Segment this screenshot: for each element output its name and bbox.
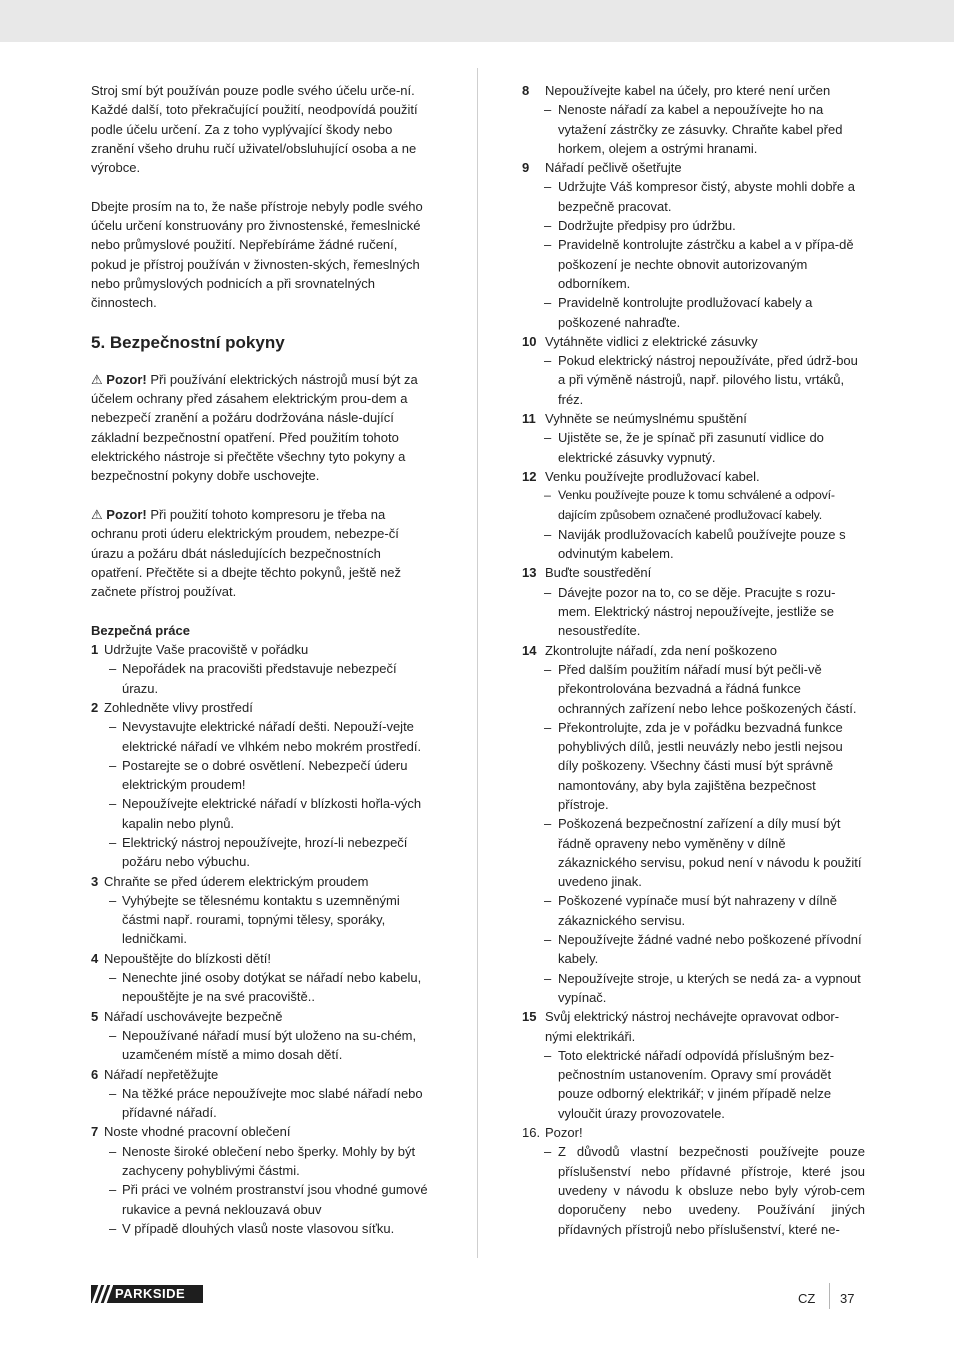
sub-item: – Pravidelně kontrolujte prodlužovací kabely a poškozené nahraďte. (522, 293, 865, 332)
list-item (522, 641, 865, 1008)
safety-list (91, 640, 433, 1238)
sub-item: – Pravidelně kontrolujte zástrčku a kabel a v přípa-dě poškození je nechte obnovit autorizovaným odborníkem. (522, 235, 865, 293)
sub-item: – Při práci ve volném prostranství jsou vhodné gumové rukavice a pevná neklouzavá obuv (91, 1180, 433, 1219)
sub-list (91, 1084, 433, 1123)
sub-list (522, 583, 865, 641)
right-column (522, 81, 865, 1239)
item-number: 11 (522, 411, 536, 427)
sub-list (522, 660, 865, 1007)
item-number: 7 (91, 1124, 99, 1140)
sub-item: – Nenoste široké oblečení nebo šperky. Mohly by být zachyceny pohyblivými částmi. (91, 1142, 433, 1181)
sub-item: – Nepoužívejte stroje, u kterých se nedá za- a vypnout vypínač. (522, 969, 865, 1008)
sub-item: – Nenechte jiné osoby dotýkat se nářadí nebo kabelu, nepouštějte je na své pracoviště.. (91, 968, 433, 1007)
item-title: Svůj elektrický nástroj nechávejte opravovat odbor-nými elektrikáři. (545, 1009, 840, 1044)
sub-item: – Postarejte se o dobré osvětlení. Nebezpečí úderu elektrickým proudem! (91, 756, 433, 795)
warning-text: Při použití tohoto kompresoru je třeba na ochranu proti úderu elektrickým proudem, nebezpe-čí úrazu a požáru dbát následujících bezpečnostních opatření. Přečtěte si a dbejte těchto pokynů, ještě než začnete přístroj používat. (91, 506, 402, 600)
sub-item: – Poškozená bezpečnostní zařízení a díly musí být řádně opraveny nebo vyměněny v dílně zákaznického servisu, pokud není v návodu k použití uvedeno jinak. (522, 814, 865, 891)
sub-item: – Nevystavujte elektrické nářadí dešti. Nepouží-vejte elektrické nářadí ve vlhkém nebo mokrém prostředí. (91, 717, 433, 756)
sub-item: – Nepořádek na pracovišti představuje nebezpečí úrazu. (91, 659, 433, 698)
list-item (522, 409, 865, 467)
list-item (522, 563, 865, 640)
sub-item: – Venku používejte pouze k tomu schválené a odpoví-dajícím způsobem označené prodlužovací kabely. (522, 486, 865, 525)
warning-label: Pozor! (106, 371, 147, 387)
item-number: 5 (91, 1008, 99, 1024)
sub-item: – Elektrický nástroj nepoužívejte, hrozí-li nebezpečí požáru nebo výbuchu. (91, 833, 433, 872)
item-number: 6 (91, 1066, 99, 1082)
sub-item: – Nepoužívejte žádné vadné nebo poškozené přívodní kabely. (522, 930, 865, 969)
sub-list (522, 177, 865, 331)
subheading: Bezpečná práce (91, 622, 190, 638)
sub-item: – Na těžké práce nepoužívejte moc slabé nářadí nebo přídavné nářadí. (91, 1084, 433, 1123)
list-item (91, 1007, 433, 1065)
sub-item: – Naviják prodlužovacích kabelů používejte pouze s odvinutým kabelem. (522, 525, 865, 564)
sub-item: – Před dalším použitím nářadí musí být pečli-vě překontrolována bezvadná a řádná funkce ochranných zařízení nebo lehce poškozených částí. (522, 660, 865, 718)
item-number: 14 (522, 642, 537, 658)
list-item (91, 872, 433, 949)
warning-icon: ⚠ (91, 506, 103, 522)
item-title: Nepouštějte do blízkosti dětí! (104, 950, 271, 966)
left-column (91, 81, 433, 1238)
list-item (522, 158, 865, 332)
item-title: Pozor! (545, 1125, 583, 1141)
sub-list (91, 968, 433, 1007)
sub-list (522, 428, 865, 467)
sub-list (522, 1142, 865, 1238)
item-title: Noste vhodné pracovní oblečení (104, 1124, 291, 1140)
item-title: Zohledněte vlivy prostředí (104, 699, 253, 715)
sub-list (522, 486, 865, 563)
list-item (91, 949, 433, 1007)
warning-text: Při používání elektrických nástrojů musí být za účelem ochrany před zásahem elektrickým prou-dem a nebezpečí zranění a požáru dodržována násle-dující základní bezpečnostní opatření. Před použitím tohoto elektrického nástroje si přečtěte všechny tyto pokyny a bezpečnostní pokyny dobře uschovejte. (91, 371, 418, 484)
sub-item: – Pokud elektrický nástroj nepoužíváte, před údrž-bou a při výměně nástrojů, např. pilového listu, vrtáků, fréz. (522, 351, 865, 409)
sub-list (91, 1142, 433, 1238)
sub-item: – Z důvodů vlastní bezpečnosti používejte pouze příslušenství nebo přídavné přístroje, které jsou uvedeny v návodu k obsluze nebo byly výrob-cem doporučeny nebo uvedeny. Používání jiných přídavných přístrojů nebo příslušenství, které ne- (522, 1142, 865, 1238)
sub-list (91, 659, 433, 698)
item-title: Zkontrolujte nářadí, zda není poškozeno (545, 642, 777, 658)
sub-item: – Překontrolujte, zda je v pořádku bezvadná funkce pohyblivých dílů, jestli neuvázly nebo jestli nejsou díly poškozeny. Všechny části musí být správně namontovány, aby byla zajištěna bezpečnost přístroje. (522, 718, 865, 814)
item-number: 4 (91, 950, 99, 966)
item-number: 12 (522, 468, 537, 484)
warning-label: Pozor! (106, 506, 147, 522)
column-divider (477, 68, 478, 1258)
warning-icon: ⚠ (91, 371, 103, 387)
intro-paragraph: Stroj smí být používán pouze podle svého účelu urče-ní. Každé další, toto překračující použití, neodpovídá použití podle účelu určení. Za z toho vyplývající škody nebo zranění všeho druhu ručí uživatel/obsluhující osoba a ne výrobce. (91, 83, 418, 176)
sub-list (91, 717, 433, 871)
item-title: Vyhněte se neúmyslnému spuštění (545, 411, 747, 427)
sub-item: – Poškozené vypínače musí být nahrazeny v dílně zákaznického servisu. (522, 891, 865, 930)
item-title: Nepoužívejte kabel na účely, pro které není určen (545, 83, 831, 98)
page-number: 37 (840, 1291, 855, 1306)
sub-list (91, 891, 433, 949)
parkside-logo (91, 1285, 203, 1303)
list-item (522, 1007, 865, 1123)
sub-item: – Dodržujte předpisy pro údržbu. (522, 216, 865, 235)
item-title: Vytáhněte vidlici z elektrické zásuvky (545, 333, 758, 349)
logo-stripes-icon (91, 1285, 113, 1303)
logo-text: PARKSIDE (115, 1286, 186, 1302)
item-number: 9 (522, 160, 530, 176)
sub-item: – Dávejte pozor na to, co se děje. Pracujte s rozu-mem. Elektrický nástroj nepoužívejte, jestliže se nesoustředíte. (522, 583, 865, 641)
list-item (522, 332, 865, 409)
sub-item: – Udržujte Váš kompresor čistý, abyste mohli dobře a bezpečně pracovat. (522, 177, 865, 216)
sub-item: – Vyhýbejte se tělesnému kontaktu s uzemněnými částmi např. rourami, topnými tělesy, sporáky, ledničkami. (91, 891, 433, 949)
item-title: Chraňte se před úderem elektrickým proudem (104, 873, 369, 889)
item-number: 3 (91, 873, 99, 889)
item-number: 10 (522, 333, 537, 349)
item-number: 1 (91, 642, 99, 658)
sub-list (522, 1046, 865, 1123)
item-title: Buďte soustředění (545, 565, 652, 581)
footer-divider (829, 1283, 830, 1309)
list-item (522, 81, 865, 158)
language-code: CZ (798, 1291, 816, 1306)
sub-item: – Nepoužívejte elektrické nářadí v blízkosti hořla-vých kapalin nebo plynů. (91, 794, 433, 833)
list-item (522, 467, 865, 563)
sub-item: – Toto elektrické nářadí odpovídá příslušným bez-pečnostním ustanovením. Opravy smí provádět pouze odborný elektrikář; v jiném případě nelze vyloučit úrazy provozovatele. (522, 1046, 865, 1123)
item-title: Nářadí nepřetěžujte (104, 1066, 219, 1082)
list-item (91, 1122, 433, 1238)
sub-item: – Nenoste nářadí za kabel a nepoužívejte ho na vytažení zástrčky ze zásuvky. Chraňte kabel před horkem, olejem a ostrými hranami. (522, 100, 865, 158)
item-number: 15 (522, 1009, 537, 1025)
sub-item: – Nepoužívané nářadí musí být uloženo na su-chém, uzamčeném místě a mimo dosah dětí. (91, 1026, 433, 1065)
sub-list (522, 100, 865, 158)
warning-paragraph (91, 370, 433, 486)
header-bar (0, 0, 954, 42)
sub-item: – Ujistěte se, že je spínač při zasunutí vidlice do elektrické zásuvky vypnutý. (522, 428, 865, 467)
safety-list (522, 81, 865, 1239)
list-item (91, 698, 433, 872)
sub-list (522, 351, 865, 409)
item-title: Nářadí pečlivě ošetřujte (545, 160, 682, 176)
item-number: 13 (522, 565, 537, 581)
list-item (522, 1123, 865, 1239)
item-number: 8 (522, 83, 530, 98)
section-heading: 5. Bezpečnostní pokyny (91, 332, 285, 352)
sub-list (91, 1026, 433, 1065)
item-number: 2 (91, 699, 99, 715)
intro-paragraph: Dbejte prosím na to, že naše přístroje nebyly podle svého účelu určení konstruovány pro živnostenské, řemeslnické nebo průmyslové použití. Nepřebíráme žádné ručení, pokud je přístroj používán v živnosten-ských, řemeslných nebo průmyslových podnicích a při srovnatelných činnostech. (91, 198, 423, 311)
list-item (91, 640, 433, 698)
item-title: Venku používejte prodlužovací kabel. (545, 468, 760, 484)
sub-item: – V případě dlouhých vlasů noste vlasovou síťku. (91, 1219, 433, 1238)
item-title: Udržujte Vaše pracoviště v pořádku (104, 642, 309, 658)
warning-paragraph (91, 505, 433, 601)
item-number: 16. (522, 1125, 541, 1141)
list-item (91, 1065, 433, 1123)
item-title: Nářadí uschovávejte bezpečně (104, 1008, 283, 1024)
